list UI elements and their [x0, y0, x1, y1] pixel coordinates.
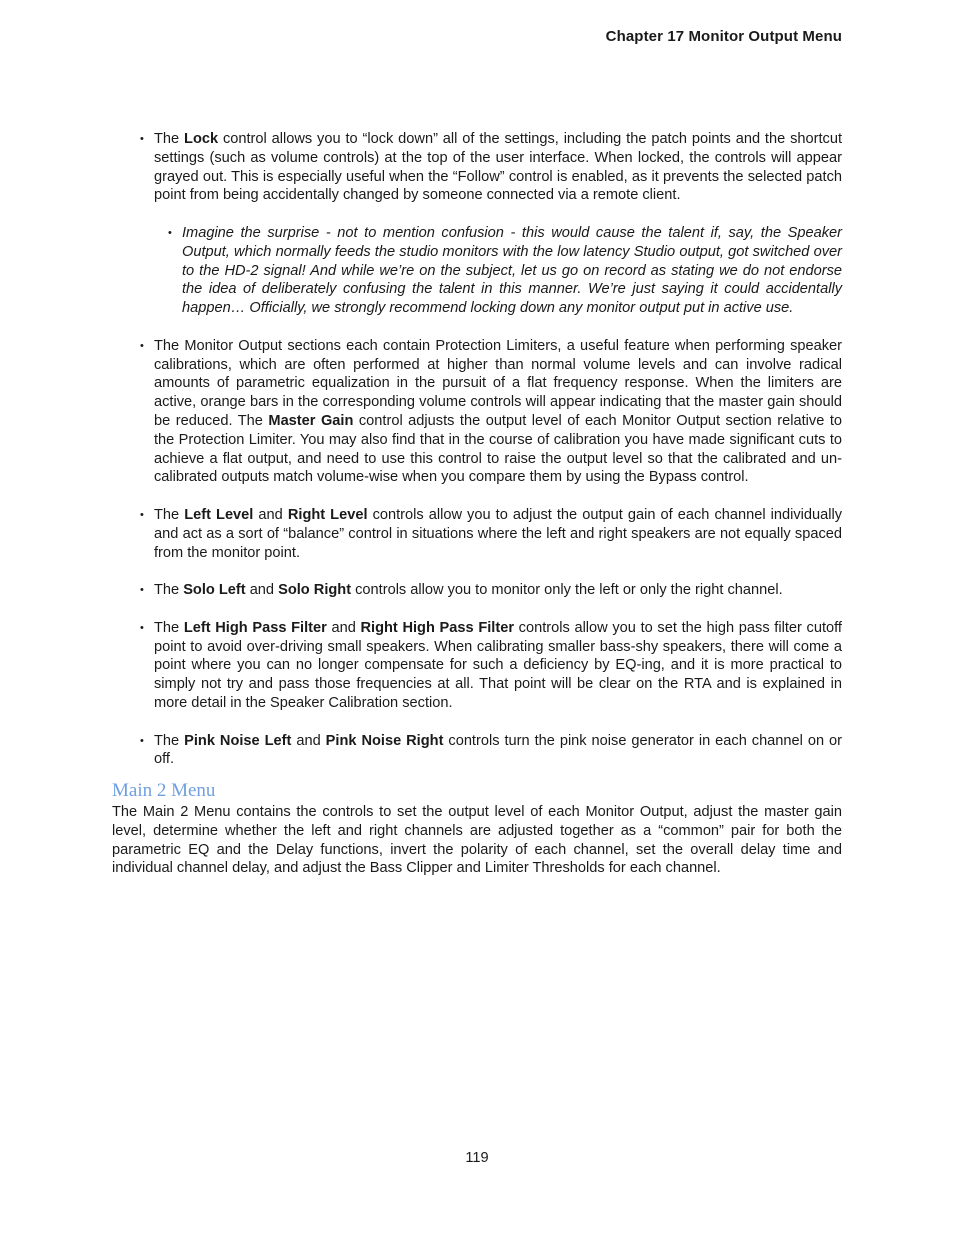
text: and: [291, 732, 326, 749]
term-right-level: Right Level: [287, 506, 368, 523]
bullet-lock: [112, 130, 842, 205]
bullet-solo: [112, 581, 842, 600]
term-pink-right: Pink Noise Right: [325, 732, 444, 749]
text: and: [326, 619, 361, 636]
text: The: [154, 619, 184, 636]
term-lock: Lock: [184, 131, 219, 147]
text: control allows you to “lock down” all of the settings, including the patch points and the shortcut settings (such as volume controls) at the top of the user interface. When locked, the controls will appear grayed out. This is especially useful when the “Follow” control is enabled, as it prevents the selected patch point from being accidentally changed by someone connected via a remote client.: [154, 131, 843, 204]
text: controls allow you to monitor only the left or only the right channel.: [351, 582, 783, 599]
term-left-level: Left Level: [184, 506, 254, 523]
text: The: [154, 131, 185, 147]
text: The: [154, 582, 184, 599]
bullet-pink-noise: [112, 732, 842, 770]
text: and: [245, 582, 279, 599]
bullet-levels: [112, 506, 842, 562]
text: controls allow you to set the high pass filter cutoff point to avoid over-driving small speakers. When calibrating smaller bass-shy speakers, there will come a point where you can no longer compensate for such a deficiency by EQ-ing, and it is more practical to simply not try and pass those frequencies at all. That point will be clear on the RTA and is explained in more detail in the Speaker Calibration section.: [154, 619, 842, 711]
page-body: [112, 130, 842, 878]
bullet-hpf: [112, 619, 842, 713]
term-right-hpf: Right High Pass Filter: [360, 619, 514, 636]
text: The: [154, 732, 185, 749]
term-solo-right: Solo Right: [278, 582, 352, 599]
text: controls turn the pink noise generator in each channel on or off.: [154, 732, 843, 768]
page-number: 119: [465, 1150, 489, 1166]
section-heading: Main 2 Menu: [112, 780, 216, 802]
text: control adjusts the output level of each Monitor Output section relative to the Protection Limiter. You may also find that in the course of calibration you have made significant cuts to achieve a flat output, and need to use this control to raise the output level so that the calibrated and un-calibrated outputs match volume-wise when you compare them by using the Bypass control.: [154, 412, 842, 486]
bullet-lock-note: • Imagine the surprise - not to mention confusion - this would cause the talent if, say, the Speaker Output, which normally feeds the studio monitors with the low latency Studio output, got switched over to the HD-2 signal! And while we’re on the subject, let us go on record as stating we do not endorse the idea of deliberately confusing the talent in this manner. We’re just saying it could accidentally happen… Officially, we strongly recommend locking down any monitor output put in active use.: [112, 224, 842, 318]
text: The Monitor Output sections each contain Protection Limiters, a useful feature when performing speaker calibrations, which are often performed at higher than normal volume levels and can involve radical amounts of parametric equalization in the pursuit of a flat frequency response. When the limiters are active, orange bars in the corresponding volume controls will appear indicating that the master gain should be reduced. The: [154, 337, 842, 429]
term-master-gain: Master Gain: [268, 412, 354, 429]
term-solo-left: Solo Left: [183, 582, 246, 599]
bullet-limiters: [112, 337, 842, 487]
section-paragraph: The Main 2 Menu contains the controls to set the output level of each Monitor Output, adjust the master gain level, determine whether the left and right channels are adjusted together as a “common” pair for both the parametric EQ and the Delay functions, invert the polarity of each channel, set the overall delay time and individual channel delay, and adjust the Bass Clipper and Limiter Thresholds for each channel.: [112, 804, 842, 877]
running-header: Chapter 17 Monitor Output Menu: [605, 28, 842, 45]
term-pink-left: Pink Noise Left: [184, 732, 292, 749]
term-left-hpf: Left High Pass Filter: [183, 619, 327, 636]
text: The: [154, 506, 185, 523]
text: and: [253, 506, 288, 523]
text: controls allow you to adjust the output gain of each channel individually and act as a sort of “balance” control in situations where the left and right speakers are not equally spaced from the monitor point.: [154, 506, 843, 561]
